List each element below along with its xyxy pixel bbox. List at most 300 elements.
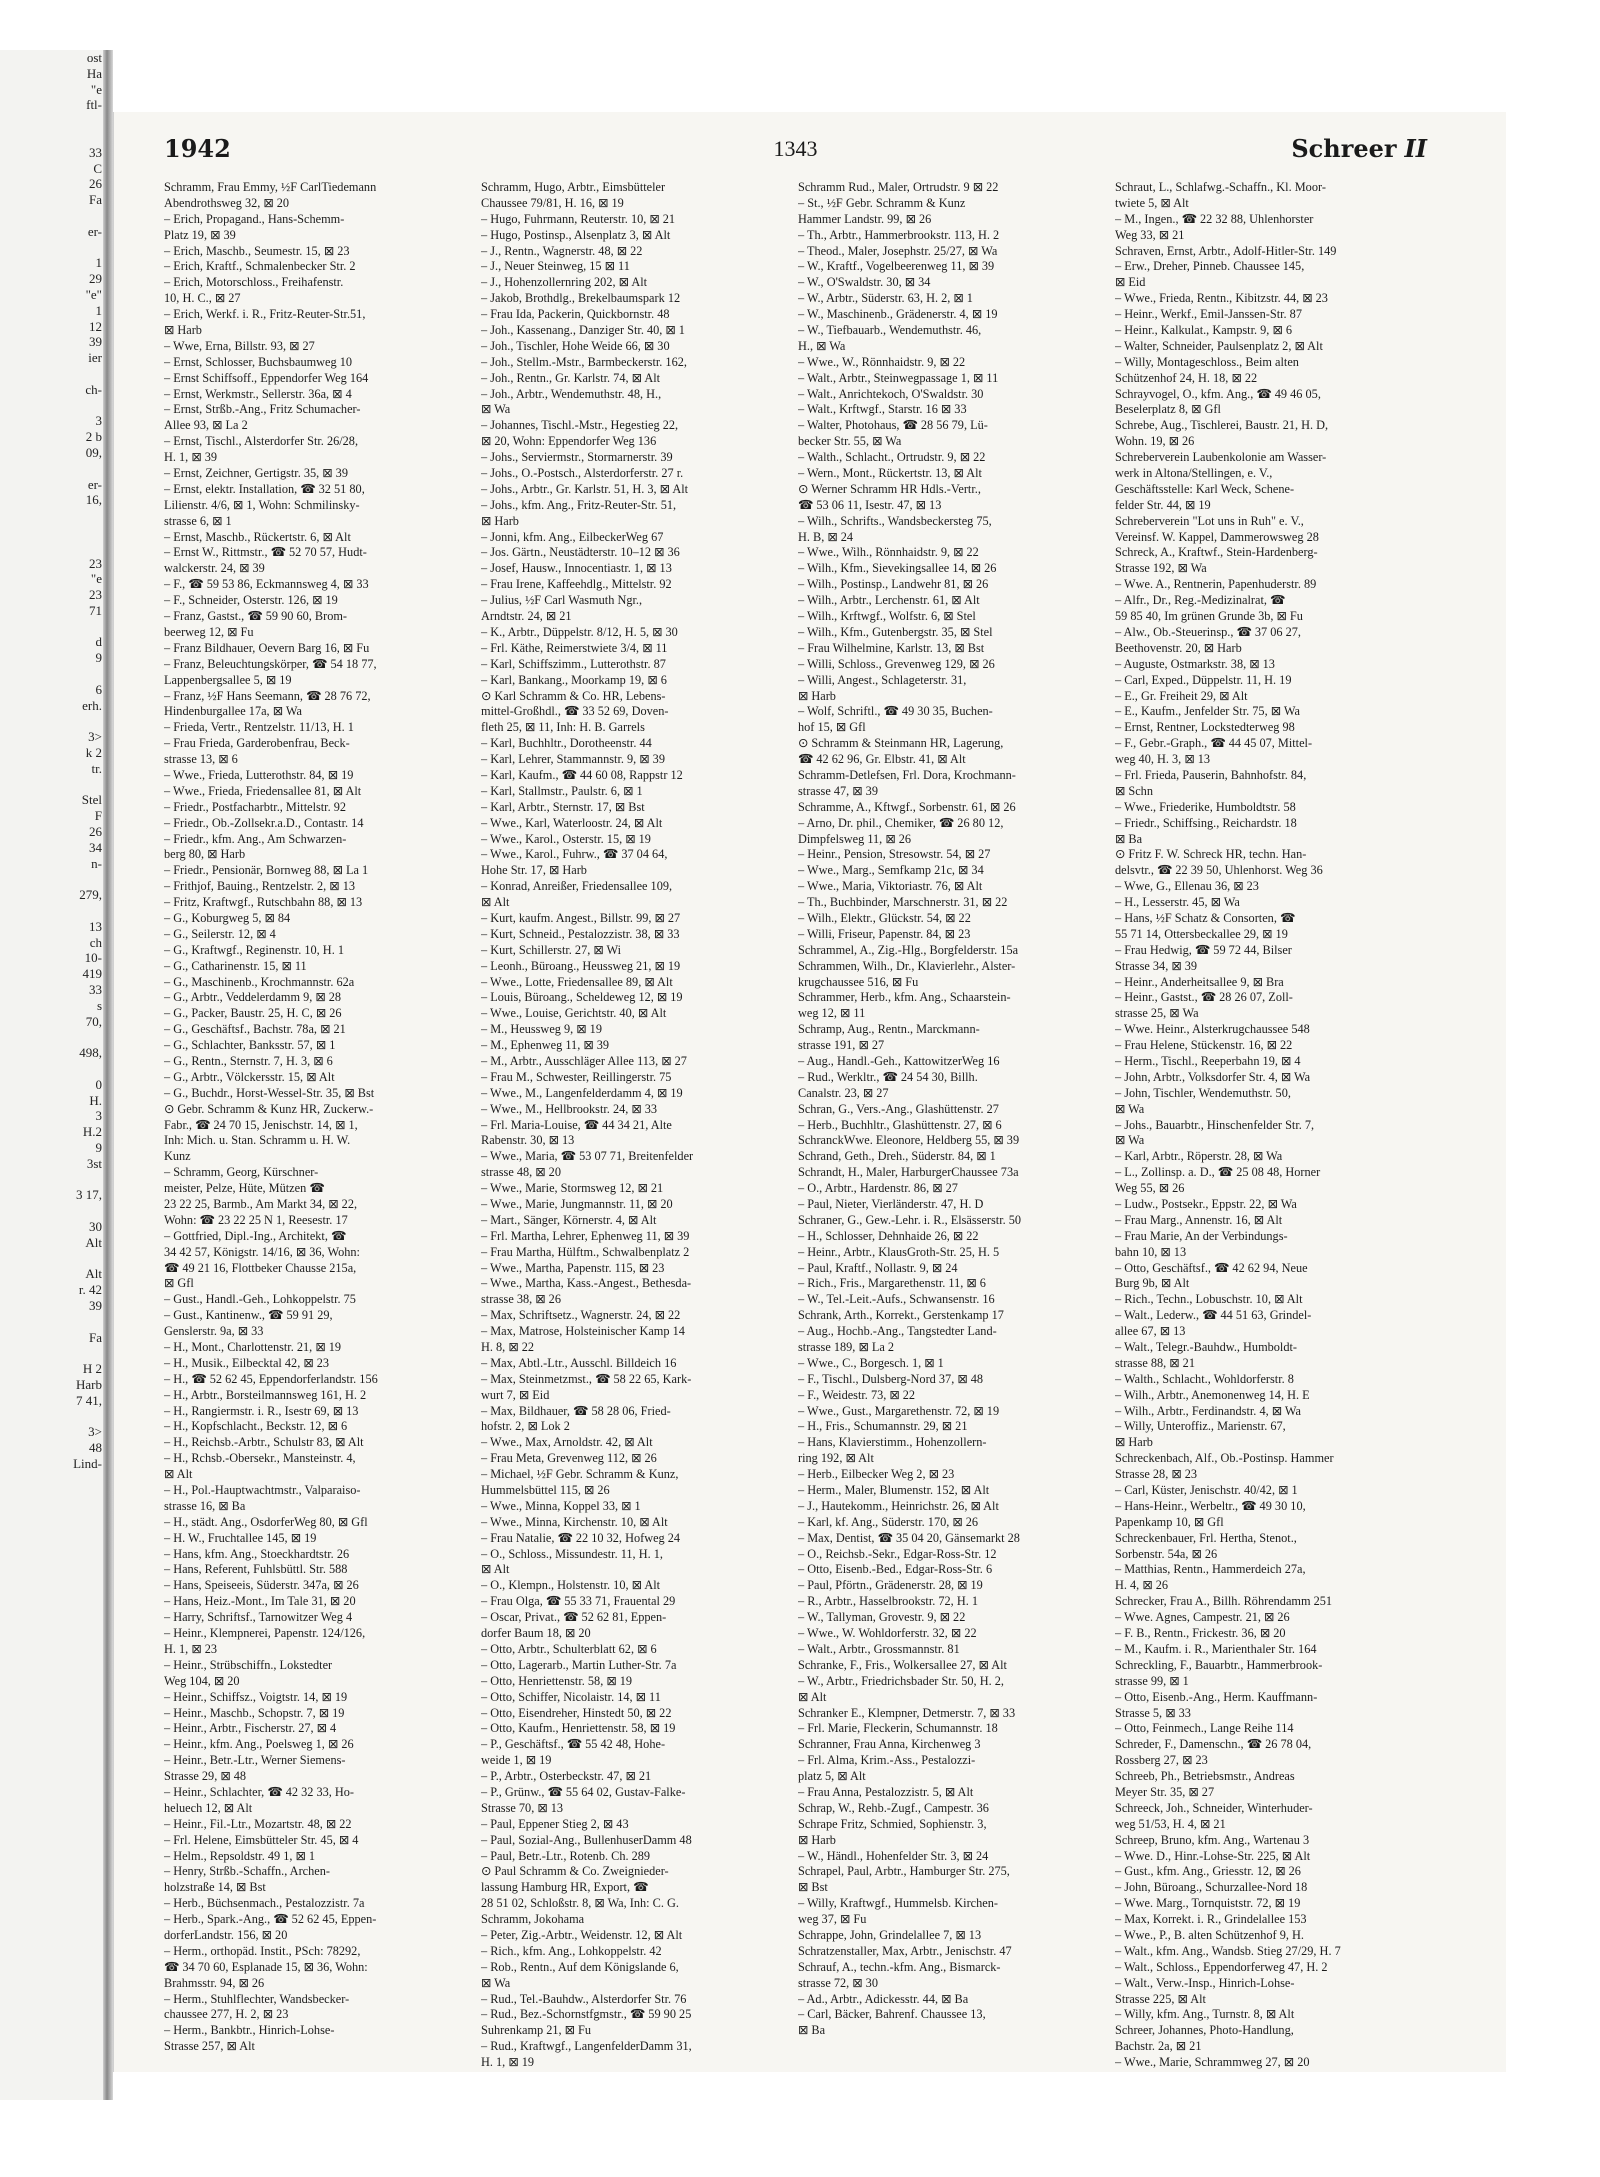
directory-entry-line: – Hans, Referent, Fuhlsbüttl. Str. 588 bbox=[164, 1562, 348, 1577]
directory-entry-line: Schreck, A., Kraftwf., Stein-Hardenberg- bbox=[1115, 545, 1318, 560]
directory-entry-line: – Frl. Helene, Eimsbütteler Str. 45, ⊠ 4 bbox=[164, 1832, 359, 1847]
directory-entry-line: – G., Kraftwgf., Reginenstr. 10, H. 1 bbox=[164, 942, 344, 957]
directory-entry-line: – Ernst, Schlosser, Buchsbaumweg 10 bbox=[164, 354, 353, 369]
directory-entry-line: – Frau Helene, Stückenstr. 16, ⊠ 22 bbox=[1115, 1038, 1293, 1053]
directory-entry-line: – Matthias, Rentn., Hammerdeich 27a, bbox=[1115, 1562, 1306, 1577]
directory-entry-line: Beselerplatz 8, ⊠ Gfl bbox=[1115, 402, 1221, 417]
directory-entry-line: – F., ☎ 59 53 86, Eckmannsweg 4, ⊠ 33 bbox=[164, 577, 369, 592]
directory-entry-line: ⊠ Alt bbox=[481, 895, 510, 910]
fragment-line: C bbox=[93, 160, 102, 176]
directory-entry-line: – H., ☎ 52 62 45, Eppendorferlandstr. 156 bbox=[164, 1371, 378, 1386]
fragment-line: ch- bbox=[85, 381, 102, 397]
directory-entry-line: Strasse 29, ⊠ 48 bbox=[164, 1769, 247, 1784]
directory-entry-line: Schreckenbach, Alf., Ob.-Postinsp. Hammer bbox=[1115, 1451, 1334, 1466]
directory-entry-line: strasse 88, ⊠ 21 bbox=[1115, 1355, 1195, 1370]
directory-entry-line: – Wwe., Friederike, Humboldtstr. 58 bbox=[1115, 799, 1296, 814]
directory-entry-line: Schreder, F., Damenschn., ☎ 26 78 04, bbox=[1115, 1737, 1312, 1752]
directory-entry-line: strasse 72, ⊠ 30 bbox=[798, 1975, 878, 1990]
directory-entry-line: – Wwe., Frieda, Rentn., Kibitzstr. 44, ⊠ 23 bbox=[1115, 291, 1328, 306]
directory-entry-line: – Mart., Sänger, Körnerstr. 4, ⊠ Alt bbox=[481, 1212, 657, 1227]
directory-entry-line: Schreer, Johannes, Photo-Handlung, bbox=[1115, 2023, 1294, 2038]
directory-entry-line: – Helm., Repsoldstr. 49 1, ⊠ 1 bbox=[164, 1848, 316, 1863]
directory-entry-line: – Wwe., Gust., Margarethenstr. 72, ⊠ 19 bbox=[798, 1403, 1000, 1418]
directory-entry-line: – Franz, ½F Hans Seemann, ☎ 28 76 72, bbox=[164, 688, 371, 703]
directory-entry-line: – M., Ephenweg 11, ⊠ 39 bbox=[481, 1038, 610, 1053]
directory-entry-line: – O., Reichsb.-Sekr., Edgar-Ross-Str. 12 bbox=[798, 1546, 997, 1561]
directory-entry-line: Lilienstr. 4/6, ⊠ 1, Wohn: Schmilinsky- bbox=[164, 497, 360, 512]
fragment-line bbox=[0, 777, 108, 793]
fragment-line: H 2 bbox=[82, 1361, 102, 1377]
directory-entry-line: – Ernst, Rentner, Lockstedterweg 98 bbox=[1115, 720, 1295, 735]
directory-entry-line: strasse 189, ⊠ La 2 bbox=[798, 1340, 895, 1355]
directory-entry-line: – Carl, Küster, Jenischstr. 40/42, ⊠ 1 bbox=[1115, 1483, 1298, 1498]
fragment-line bbox=[0, 1345, 108, 1361]
directory-entry-line: – H., Kopfschlacht., Beckstr. 12, ⊠ 6 bbox=[164, 1419, 348, 1434]
directory-entry-line: – W., Händl., Hohenfelder Str. 3, ⊠ 24 bbox=[798, 1848, 989, 1863]
directory-entry-line: – Theod., Maler, Josephstr. 25/27, ⊠ Wa bbox=[798, 243, 998, 258]
directory-entry-line: – E., Gr. Freiheit 29, ⊠ Alt bbox=[1115, 688, 1248, 703]
directory-entry-line: ring 192, ⊠ Alt bbox=[798, 1451, 874, 1466]
directory-entry-line: strasse 25, ⊠ Wa bbox=[1115, 1006, 1199, 1021]
directory-entry-line: mittel-Großhdl., ☎ 33 52 69, Doven- bbox=[481, 704, 669, 719]
directory-entry-line: – Heinr., Anderheitsallee 9, ⊠ Bra bbox=[1115, 974, 1284, 989]
fragment-line: Alt bbox=[85, 1234, 102, 1250]
fragment-line: 33 bbox=[89, 144, 102, 160]
directory-entry-line: – Wwe., M., Langenfelderdamm 4, ⊠ 19 bbox=[481, 1085, 683, 1100]
directory-entry-line: – Ernst, Zeichner, Gertigstr. 35, ⊠ 39 bbox=[164, 466, 348, 481]
directory-entry-line: Arndtstr. 24, ⊠ 21 bbox=[481, 609, 572, 624]
directory-entry-line: – Frau M., Schwester, Reillingerstr. 75 bbox=[481, 1069, 672, 1084]
directory-entry-line: – Joh., Kassenang., Danziger Str. 40, ⊠ 1 bbox=[481, 323, 685, 338]
fragment-line bbox=[0, 524, 108, 540]
directory-entry-line: Schranke, F., Fris., Wolkersallee 27, ⊠ Alt bbox=[798, 1657, 1007, 1672]
directory-entry-line: ⊠ Alt bbox=[481, 1562, 510, 1577]
directory-entry-line: berg 80, ⊠ Harb bbox=[164, 847, 246, 862]
directory-entry-line: Schreckling, F., Bauarbtr., Hammerbrook- bbox=[1115, 1657, 1323, 1672]
directory-entry-line: – Franz Bildhauer, Oevern Barg 16, ⊠ Fu bbox=[164, 640, 370, 655]
directory-entry-line: – Herm., Stuhlflechter, Wandsbecker- bbox=[164, 1991, 350, 2006]
directory-entry-line: – J., Neuer Steinweg, 15 ⊠ 11 bbox=[481, 259, 630, 274]
fragment-line: 48 bbox=[89, 1440, 102, 1456]
directory-entry-line: – Oscar, Privat., ☎ 52 62 81, Eppen- bbox=[481, 1610, 667, 1625]
directory-entry-line: Schrape Fritz, Schmied, Sophienstr. 3, bbox=[798, 1816, 987, 1831]
directory-entry-line: – G., Geschäftsf., Bachstr. 78a, ⊠ 21 bbox=[164, 1022, 346, 1037]
fragment-line: 10- bbox=[84, 950, 102, 966]
directory-entry-line: – Peter, Zig.-Arbtr., Weidenstr. 12, ⊠ Alt bbox=[481, 1927, 683, 1942]
directory-entry-line: – F., Schneider, Osterstr. 126, ⊠ 19 bbox=[164, 593, 338, 608]
directory-entry-line: Schraut, L., Schlafwg.-Schaffn., Kl. Moor- bbox=[1115, 180, 1326, 194]
directory-entry-line: – Paul, Betr.-Ltr., Rotenb. Ch. 289 bbox=[481, 1848, 651, 1863]
directory-entry-line: – H., Reichsb.-Arbtr., Schulstr 83, ⊠ Alt bbox=[164, 1435, 364, 1450]
directory-entry-line: – Walth., Schlacht., Wohldorferstr. 8 bbox=[1115, 1371, 1294, 1386]
directory-entry-line: H. 1, ⊠ 23 bbox=[164, 1641, 218, 1656]
directory-entry-line: – O., Arbtr., Hardenstr. 86, ⊠ 27 bbox=[798, 1181, 958, 1196]
fragment-line bbox=[0, 871, 108, 887]
directory-entry-line: – Walt., Telegr.-Bauhdw., Humboldt- bbox=[1115, 1340, 1298, 1355]
directory-entry-line: Schramm, Hugo, Arbtr., Eimsbütteler bbox=[481, 180, 666, 194]
fragment-line bbox=[0, 1251, 108, 1267]
directory-entry-line: ⊠ Schn bbox=[1115, 783, 1153, 798]
directory-entry-line: Schraner, G., Gew.-Lehr. i. R., Elsässerstr. 50 bbox=[798, 1212, 1022, 1227]
directory-entry-line: – H. W., Fruchtallee 145, ⊠ 19 bbox=[164, 1530, 317, 1545]
directory-entry-line: Schramm, Jokohama bbox=[481, 1912, 585, 1927]
fragment-line: Alt bbox=[85, 1266, 102, 1282]
fragment-line: 279, bbox=[79, 887, 102, 903]
directory-entry-line: – Heinr., Schlachter, ☎ 42 32 33, Ho- bbox=[164, 1784, 355, 1799]
directory-entry-line: – Karl, kf. Ang., Süderstr. 170, ⊠ 26 bbox=[798, 1514, 979, 1529]
directory-entry-line: – Rud., Tel.-Bauhdw., Alsterdorfer Str. 76 bbox=[481, 1991, 687, 2006]
directory-entry-line: – M., Ingen., ☎ 22 32 88, Uhlenhorster bbox=[1115, 211, 1314, 226]
directory-entry-line: – Henry, Strßb.-Schaffn., Archen- bbox=[164, 1864, 330, 1879]
directory-entry-line: – Wilh., Krftwgf., Wolfstr. 6, ⊠ Stel bbox=[798, 609, 976, 624]
directory-entry-line: – Wwe., Karl, Waterloostr. 24, ⊠ Alt bbox=[481, 815, 663, 830]
directory-entry-line: – Wilh., Postinsp., Landwehr 81, ⊠ 26 bbox=[798, 577, 989, 592]
directory-entry-line: – M., Arbtr., Ausschläger Allee 113, ⊠ 27 bbox=[481, 1053, 687, 1068]
directory-entry-line: Burg 9b, ⊠ Alt bbox=[1115, 1276, 1190, 1291]
directory-entry-line: strasse 48, ⊠ 20 bbox=[481, 1165, 561, 1180]
fragment-line: k 2 bbox=[85, 745, 102, 761]
directory-entry-line: – Erich, Maschb., Seumestr. 15, ⊠ 23 bbox=[164, 243, 350, 258]
directory-entry-line: beerweg 12, ⊠ Fu bbox=[164, 624, 254, 639]
directory-entry-line: – Wilh., Kfm., Gutenbergstr. 35, ⊠ Stel bbox=[798, 624, 993, 639]
directory-entry-line: Strasse 192, ⊠ Wa bbox=[1115, 561, 1207, 576]
directory-entry-line: – Joh., Rentn., Gr. Karlstr. 74, ⊠ Alt bbox=[481, 370, 661, 385]
directory-entry-line: – Wwe. Heinr., Alsterkrugchaussee 548 bbox=[1115, 1022, 1310, 1037]
fragment-line: 3 bbox=[95, 413, 102, 429]
directory-entry-line: – Frl. Frieda, Pauserin, Bahnhofstr. 84, bbox=[1115, 767, 1307, 782]
directory-entry-line: – W., Tiefbauarb., Wendemuthstr. 46, bbox=[798, 323, 982, 338]
directory-entry-line: Geschäftsstelle: Karl Weck, Schene- bbox=[1115, 481, 1295, 496]
directory-entry-line: – L., Zollinsp. a. D., ☎ 25 08 48, Horner bbox=[1115, 1165, 1321, 1180]
fragment-line bbox=[0, 461, 108, 477]
directory-entry-line: – Frl. Käthe, Reimerstwiete 3/4, ⊠ 11 bbox=[481, 640, 668, 655]
directory-entry-line: Strasse 5, ⊠ 33 bbox=[1115, 1705, 1191, 1720]
directory-entry-line: – H., städt. Ang., OsdorferWeg 80, ⊠ Gfl bbox=[164, 1514, 368, 1529]
directory-entry-line: – Karl, Schiffszimm., Lutterothstr. 87 bbox=[481, 656, 666, 671]
directory-entry-line: strasse 191, ⊠ 27 bbox=[798, 1038, 885, 1053]
header-page-number: 1343 bbox=[773, 136, 818, 161]
directory-entry-line: – Karl, Kaufm., ☎ 44 60 08, Rappstr 12 bbox=[481, 767, 683, 782]
directory-entry-line: – H., Pol.-Hauptwachtmstr., Valparaiso- bbox=[164, 1483, 361, 1498]
directory-entry-line: Strasse 225, ⊠ Alt bbox=[1115, 1991, 1206, 2006]
directory-entry-line: – Karl, Stallmstr., Paulstr. 6, ⊠ 1 bbox=[481, 783, 643, 798]
directory-entry-line: – Ad., Arbtr., Adickesstr. 44, ⊠ Ba bbox=[798, 1991, 969, 2006]
directory-entry-line: – Frau Wilhelmine, Karlstr. 13, ⊠ Bst bbox=[798, 640, 985, 655]
directory-entry-line: dorferLandstr. 156, ⊠ 20 bbox=[164, 1927, 288, 1942]
directory-entry-line: – Frau Anna, Pestalozzistr. 5, ⊠ Alt bbox=[798, 1784, 974, 1799]
directory-entry-line: – Gust., Handl.-Geh., Lohkoppelstr. 75 bbox=[164, 1292, 356, 1307]
directory-entry-line: – Carl, Exped., Düppelstr. 11, H. 19 bbox=[1115, 672, 1292, 687]
directory-entry-line: Hohe Str. 17, ⊠ Harb bbox=[481, 863, 587, 878]
directory-entry-line: Brahmsstr. 94, ⊠ 26 bbox=[164, 1975, 265, 1990]
directory-entry-line: – Wwe., W. Wohldorferstr. 32, ⊠ 22 bbox=[798, 1626, 977, 1641]
directory-entry-line: 59 85 40, Im grünen Grunde 3b, ⊠ Fu bbox=[1115, 609, 1303, 624]
directory-entry-line: – E., Kaufm., Jenfelder Str. 75, ⊠ Wa bbox=[1115, 704, 1300, 719]
directory-entry-line: – Max, Schriftsetz., Wagnerstr. 24, ⊠ 22 bbox=[481, 1308, 681, 1323]
directory-entry-line: ⊠ Wa bbox=[1115, 1101, 1145, 1116]
directory-entry-line: – Walt., Verw.-Insp., Hinrich-Lohse- bbox=[1115, 1975, 1295, 1990]
directory-entry-line: – Erich, Werkf. i. R., Fritz-Reuter-Str.51, bbox=[164, 307, 366, 322]
directory-entry-line: – Otto, Eisenb.-Bed., Edgar-Ross-Str. 6 bbox=[798, 1562, 993, 1577]
fragment-line: H. bbox=[89, 1092, 102, 1108]
directory-entry-line: – J., Rentn., Wagnerstr. 48, ⊠ 22 bbox=[481, 243, 643, 258]
directory-entry-line: Schrammel, A., Zig.-Hlg., Borgfelderstr. 15a bbox=[798, 942, 1019, 957]
book-gutter bbox=[103, 50, 113, 2100]
directory-entry-line: – Paul, Kraftf., Nollastr. 9, ⊠ 24 bbox=[798, 1260, 958, 1275]
directory-entry-line: – Walt., Arbtr., Grossmannstr. 81 bbox=[798, 1641, 960, 1656]
directory-entry-line: Genslerstr. 9a, ⊠ 33 bbox=[164, 1324, 264, 1339]
fragment-line bbox=[0, 540, 108, 556]
directory-entry-line: – Herb., Buchhltr., Glashüttenstr. 27, ⊠ 6 bbox=[798, 1117, 1002, 1132]
directory-entry-line: – W., Tallyman, Grovestr. 9, ⊠ 22 bbox=[798, 1610, 966, 1625]
directory-entry-line: – Wwe., Minna, Koppel 33, ⊠ 1 bbox=[481, 1498, 641, 1513]
directory-entry-line: Schrebe, Aug., Tischlerei, Baustr. 21, H. D, bbox=[1115, 418, 1329, 433]
directory-entry-line: – Franz, Beleuchtungskörper, ☎ 54 18 77, bbox=[164, 656, 377, 671]
directory-entry-line: – F., Tischl., Dulsberg-Nord 37, ⊠ 48 bbox=[798, 1371, 984, 1386]
directory-entry-line: weg 37, ⊠ Fu bbox=[798, 1912, 867, 1927]
directory-entry-line: Schrayvogel, O., kfm. Ang., ☎ 49 46 05, bbox=[1115, 386, 1321, 401]
directory-entry-line: – Friedr., Schiffsing., Reichardstr. 18 bbox=[1115, 815, 1297, 830]
directory-entry-line: – Wwe. Marg., Tornquiststr. 72, ⊠ 19 bbox=[1115, 1896, 1301, 1911]
directory-entry-line: – Frau Meta, Grevenweg 112, ⊠ 26 bbox=[481, 1451, 657, 1466]
fragment-line: Ha bbox=[86, 65, 102, 81]
directory-entry-line: Schrauf, A., techn.-kfm. Ang., Bismarck- bbox=[798, 1959, 1001, 1974]
header-running-head bbox=[1291, 134, 1427, 163]
fragment-line: s bbox=[96, 997, 102, 1013]
directory-entry-line: ⊠ Wa bbox=[1115, 1133, 1145, 1148]
fragment-line: 3> bbox=[88, 1424, 102, 1440]
directory-entry-line: – Schramm, Georg, Kürschner- bbox=[164, 1165, 319, 1180]
fragment-line: 3 17, bbox=[76, 1187, 102, 1203]
directory-entry-line: – Walth., Schlacht., Ortrudstr. 9, ⊠ 22 bbox=[798, 450, 986, 465]
directory-entry-line: – G., Maschinenb., Krochmannstr. 62a bbox=[164, 974, 355, 989]
directory-entry-line: Schreeb, Ph., Betriebsmstr., Andreas bbox=[1115, 1769, 1295, 1784]
directory-entry-line: Suhrenkamp 21, ⊠ Fu bbox=[481, 2023, 592, 2038]
fragment-line: "e bbox=[90, 571, 102, 587]
directory-entry-line: – Wwe., Maria, Viktoriastr. 76, ⊠ Alt bbox=[798, 879, 983, 894]
adjacent-page-fragment bbox=[0, 50, 108, 2100]
directory-entry-line: Schramm-Detlefsen, Frl. Dora, Krochmann- bbox=[798, 767, 1016, 782]
directory-entry-line: delsvtr., ☎ 22 39 50, Uhlenhorst. Weg 36 bbox=[1115, 863, 1323, 878]
directory-entry-line: Schramm Rud., Maler, Ortrudstr. 9 ⊠ 22 bbox=[798, 180, 999, 194]
directory-entry-line: dorfer Baum 18, ⊠ 20 bbox=[481, 1626, 591, 1641]
directory-entry-line: Sorbenstr. 54a, ⊠ 26 bbox=[1115, 1546, 1218, 1561]
directory-entry-line: – G., Schlachter, Banksstr. 57, ⊠ 1 bbox=[164, 1038, 336, 1053]
directory-entry-line: Hindenburgallee 17a, ⊠ Wa bbox=[164, 704, 302, 719]
directory-entry-line: – Fritz, Kraftwgf., Rutschbahn 88, ⊠ 13 bbox=[164, 895, 363, 910]
directory-entry-line: – Frau Irene, Kaffeehdlg., Mittelstr. 92 bbox=[481, 577, 672, 592]
directory-entry-line: – W., Tel.-Leit.-Aufs., Schwansenstr. 16 bbox=[798, 1292, 995, 1307]
directory-entry-line: – Wwe., Frieda, Lutterothstr. 84, ⊠ 19 bbox=[164, 767, 354, 782]
directory-entry-line: – Heinr., Kalkulat., Kampstr. 9, ⊠ 6 bbox=[1115, 323, 1292, 338]
column-3 bbox=[798, 180, 1108, 2071]
directory-entry-line: – Willy, Montageschloss., Beim alten bbox=[1115, 354, 1299, 369]
directory-entry-line: – Max, Dentist, ☎ 35 04 20, Gänsemarkt 28 bbox=[798, 1530, 1020, 1545]
directory-entry-line: – Wwe., Wilh., Rönnhaidstr. 9, ⊠ 22 bbox=[798, 545, 979, 560]
directory-entry-line: – Willi, Schloss., Grevenweg 129, ⊠ 26 bbox=[798, 656, 995, 671]
directory-entry-line: – G., Catharinenstr. 15, ⊠ 11 bbox=[164, 958, 307, 973]
directory-entry-line: strasse 47, ⊠ 39 bbox=[798, 783, 878, 798]
directory-entry-line: – Frithjof, Bauing., Rentzelstr. 2, ⊠ 13 bbox=[164, 879, 355, 894]
directory-entry-line: weg 12, ⊠ 11 bbox=[798, 1006, 866, 1021]
directory-columns bbox=[164, 180, 1427, 2071]
directory-entry-line: – Wilh., Elektr., Glückstr. 54, ⊠ 22 bbox=[798, 910, 971, 925]
directory-entry-line: – Frau Martha, Hülftm., Schwalbenplatz 2 bbox=[481, 1244, 690, 1259]
directory-entry-line: – G., Koburgweg 5, ⊠ 84 bbox=[164, 910, 291, 925]
directory-entry-line: platz 5, ⊠ Alt bbox=[798, 1769, 866, 1784]
directory-entry-line: – Kurt, kaufm. Angest., Billstr. 99, ⊠ 27 bbox=[481, 910, 681, 925]
directory-entry-line: Schreeck, Joh., Schneider, Winterhuder- bbox=[1115, 1800, 1313, 1815]
fragment-line: 13 bbox=[89, 918, 102, 934]
directory-entry-line: – John, Tischler, Wendemuthstr. 50, bbox=[1115, 1085, 1291, 1100]
fragment-line bbox=[0, 1409, 108, 1425]
directory-entry-line: – Herb., Spark.-Ang., ☎ 52 62 45, Eppen- bbox=[164, 1912, 377, 1927]
directory-entry-line: – Herb., Eilbecker Weg 2, ⊠ 23 bbox=[798, 1467, 955, 1482]
directory-entry-line: weg 51/53, H. 4, ⊠ 21 bbox=[1115, 1816, 1226, 1831]
directory-entry-line: ☎ 42 62 96, Gr. Elbstr. 41, ⊠ Alt bbox=[798, 752, 966, 767]
fragment-line: 498, bbox=[79, 1045, 102, 1061]
directory-entry-line: hofstr. 2, ⊠ Lok 2 bbox=[481, 1419, 570, 1434]
fragment-line: ch bbox=[89, 934, 102, 950]
directory-entry-line: – Heinr., Pension, Stresowstr. 54, ⊠ 27 bbox=[798, 847, 991, 862]
directory-entry-line: – Walt., Arbtr., Steinwegpassage 1, ⊠ 11 bbox=[798, 370, 999, 385]
directory-entry-line: Hummelsbüttel 115, ⊠ 26 bbox=[481, 1483, 610, 1498]
directory-entry-line: meister, Pelze, Hüte, Mützen ☎ bbox=[164, 1181, 325, 1196]
fragment-line bbox=[0, 1029, 108, 1045]
directory-entry-line: heluech 12, ⊠ Alt bbox=[164, 1800, 253, 1815]
directory-entry-line: Platz 19, ⊠ 39 bbox=[164, 227, 236, 242]
directory-entry-line: – Max, Korrekt. i. R., Grindelallee 153 bbox=[1115, 1912, 1307, 1927]
directory-entry-line: weg 40, H. 3, ⊠ 13 bbox=[1115, 752, 1211, 767]
directory-entry-line: – Jonni, kfm. Ang., EilbeckerWeg 67 bbox=[481, 529, 664, 544]
directory-entry-line: Inh: Mich. u. Stan. Schramm u. H. W. bbox=[164, 1133, 351, 1148]
directory-entry-line: – Walter, Photohaus, ☎ 28 56 79, Lü- bbox=[798, 418, 988, 433]
directory-entry-line: – Wwe., Louise, Gerichtstr. 40, ⊠ Alt bbox=[481, 1006, 667, 1021]
directory-entry-line: – Hans, Klavierstimm., Hohenzollern- bbox=[798, 1435, 987, 1450]
fragment-line: 39 bbox=[89, 334, 102, 350]
directory-entry-line: – Otto, Eisendreher, Hinstedt 50, ⊠ 22 bbox=[481, 1705, 672, 1720]
directory-entry-line: – Kurt, Schneid., Pestalozzistr. 38, ⊠ 33 bbox=[481, 926, 680, 941]
directory-entry-line: – Alfr., Dr., Reg.-Medizinalrat, ☎ bbox=[1115, 593, 1286, 608]
directory-entry-line: – Otto, Henriettenstr. 58, ⊠ 19 bbox=[481, 1673, 633, 1688]
directory-entry-line: – W., Kraftf., Vogelbeerenweg 11, ⊠ 39 bbox=[798, 259, 995, 274]
directory-entry-line: Schreberverein Laubenkolonie am Wasser- bbox=[1115, 450, 1327, 465]
fragment-line: ost bbox=[86, 50, 102, 65]
page-header bbox=[164, 134, 1427, 174]
fragment-line: 7 41, bbox=[76, 1392, 102, 1408]
fragment-line: d bbox=[95, 634, 102, 650]
directory-entry-line: – Wilh., Arbtr., Ferdinandstr. 4, ⊠ Wa bbox=[1115, 1403, 1301, 1418]
directory-entry-line: ☎ 53 06 11, Isestr. 47, ⊠ 13 bbox=[798, 497, 942, 512]
directory-entry-line: Schützenhof 24, H. 18, ⊠ 22 bbox=[1115, 370, 1258, 385]
directory-entry-line: – Otto, Eisenb.-Ang., Herm. Kauffmann- bbox=[1115, 1689, 1318, 1704]
directory-entry-line: H. B, ⊠ 24 bbox=[798, 529, 854, 544]
fragment-line: 23 bbox=[89, 555, 102, 571]
directory-entry-line: – Gust., kfm. Ang., Griesstr. 12, ⊠ 26 bbox=[1115, 1864, 1301, 1879]
directory-entry-line: – Wwe. A., Rentnerin, Papenhuderstr. 89 bbox=[1115, 577, 1317, 592]
fragment-line: 0 bbox=[95, 1076, 102, 1092]
directory-entry-line: – Wwe., Marie, Stormsweg 12, ⊠ 21 bbox=[481, 1181, 664, 1196]
directory-entry-line: – Erich, Propagand., Hans-Schemm- bbox=[164, 211, 345, 226]
directory-entry-line: – Karl, Buchhltr., Dorotheenstr. 44 bbox=[481, 736, 652, 751]
directory-entry-line: – Rich., Techn., Lobuschstr. 10, ⊠ Alt bbox=[1115, 1292, 1303, 1307]
fragment-line bbox=[0, 113, 108, 129]
directory-entry-line: – G., Arbtr., Veddelerdamm 9, ⊠ 28 bbox=[164, 990, 342, 1005]
fragment-line: 70, bbox=[85, 1013, 102, 1029]
directory-entry-line: – P., Geschäftsf., ☎ 55 42 48, Hohe- bbox=[481, 1737, 666, 1752]
fragment-line: "e bbox=[90, 81, 102, 97]
directory-entry-line: – Max, Abtl.-Ltr., Ausschl. Billdeich 16 bbox=[481, 1355, 677, 1370]
fragment-line: 30 bbox=[89, 1218, 102, 1234]
fragment-line: Lind- bbox=[73, 1455, 102, 1471]
directory-entry-line: ⊙ Karl Schramm & Co. HR, Lebens- bbox=[481, 688, 666, 703]
fragment-line bbox=[0, 366, 108, 382]
fragment-line: er- bbox=[87, 223, 102, 239]
directory-entry-line: strasse 16, ⊠ Ba bbox=[164, 1498, 246, 1513]
directory-entry-line: – Ernst, Tischl., Alsterdorfer Str. 26/28, bbox=[164, 434, 359, 449]
directory-entry-line: Meyer Str. 35, ⊠ 27 bbox=[1115, 1784, 1215, 1799]
directory-entry-line: – Joh., Stellm.-Mstr., Barmbeckerstr. 162, bbox=[481, 354, 687, 369]
directory-entry-line: – Wwe., Maria, ☎ 53 07 71, Breitenfelder bbox=[481, 1149, 694, 1164]
directory-entry-line: – Otto, Kaufm., Henriettenstr. 58, ⊠ 19 bbox=[481, 1721, 676, 1736]
directory-entry-line: – Wwe., Marie, Schrammweg 27, ⊠ 20 bbox=[1115, 2055, 1310, 2070]
directory-entry-line: becker Str. 55, ⊠ Wa bbox=[798, 434, 902, 449]
directory-entry-line: – Erw., Dreher, Pinneb. Chaussee 145, bbox=[1115, 259, 1305, 274]
directory-page bbox=[113, 112, 1506, 2072]
directory-entry-line: – Walt., Lederw., ☎ 44 51 63, Grindel- bbox=[1115, 1308, 1312, 1323]
directory-entry-line: Weg 104, ⊠ 20 bbox=[164, 1673, 240, 1688]
directory-entry-line: – G., Arbtr., Völckersstr. 15, ⊠ Alt bbox=[164, 1069, 335, 1084]
directory-entry-line: – Alw., Ob.-Steuerinsp., ☎ 37 06 27, bbox=[1115, 624, 1301, 639]
directory-entry-line: – Paul, Nieter, Vierländerstr. 47, H. D bbox=[798, 1197, 984, 1211]
directory-entry-line: – Walter, Schneider, Paulsenplatz 2, ⊠ Alt bbox=[1115, 338, 1323, 353]
directory-entry-line: – Kurt, Schillerstr. 27, ⊠ Wi bbox=[481, 942, 622, 957]
directory-entry-line: – Wwe., W., Rönnhaidstr. 9, ⊠ 22 bbox=[798, 354, 966, 369]
directory-entry-line: – Johannes, Tischl.-Mstr., Hegestieg 22, bbox=[481, 418, 679, 433]
directory-entry-line: – Frau Marg., Annenstr. 16, ⊠ Alt bbox=[1115, 1212, 1283, 1227]
directory-entry-line: – Wwe., P., B. alten Schützenhof 9, H. bbox=[1115, 1927, 1304, 1942]
directory-entry-line: – Heinr., kfm. Ang., Poelsweg 1, ⊠ 26 bbox=[164, 1737, 354, 1752]
directory-entry-line: – Rud., Bez.-Schornstfgmstr., ☎ 59 90 25 bbox=[481, 2007, 692, 2022]
directory-entry-line: Schrapel, Paul, Arbtr., Hamburger Str. 275, bbox=[798, 1864, 1010, 1879]
directory-entry-line: ⊙ Fritz F. W. Schreck HR, techn. Han- bbox=[1115, 847, 1307, 862]
directory-entry-line: – Michael, ½F Gebr. Schramm & Kunz, bbox=[481, 1467, 679, 1482]
directory-entry-line: – Otto, Geschäftsf., ☎ 42 62 94, Neue bbox=[1115, 1260, 1308, 1275]
directory-entry-line: ⊠ Alt bbox=[164, 1467, 193, 1482]
directory-entry-line: – Th., Buchbinder, Marschnerstr. 31, ⊠ 22 bbox=[798, 895, 1008, 910]
directory-entry-line: – Jos. Gärtn., Neustädterstr. 10–12 ⊠ 36 bbox=[481, 545, 680, 560]
directory-entry-line: – Gottfried, Dipl.-Ing., Architekt, ☎ bbox=[164, 1228, 347, 1243]
directory-entry-line: Schrammen, Wilh., Dr., Klavierlehr., Alster- bbox=[798, 958, 1016, 973]
column-2 bbox=[481, 180, 791, 2071]
directory-entry-line: werk in Altona/Stellingen, e. V., bbox=[1115, 466, 1273, 481]
fragment-line bbox=[0, 240, 108, 256]
directory-entry-line: – Willi, Angest., Schlageterstr. 31, bbox=[798, 672, 967, 687]
directory-entry-line: 23 22 25, Barmb., Am Markt 34, ⊠ 22, bbox=[164, 1197, 358, 1211]
fragment-line: 12 bbox=[89, 318, 102, 334]
directory-entry-line: – Rich., Fris., Margarethenstr. 11, ⊠ 6 bbox=[798, 1276, 986, 1291]
directory-entry-line: Schratzenstaller, Max, Arbtr., Jenischstr. 47 bbox=[798, 1943, 1012, 1958]
column-1 bbox=[164, 180, 474, 2071]
directory-entry-line: – F., Gebr.-Graph., ☎ 44 45 07, Mittel- bbox=[1115, 736, 1313, 751]
directory-entry-line: Fabr., ☎ 24 70 15, Jenischstr. 14, ⊠ 1, bbox=[164, 1117, 358, 1132]
directory-entry-line: – Julius, ½F Carl Wasmuth Ngr., bbox=[481, 593, 643, 608]
directory-entry-line: ⊠ Ba bbox=[1115, 831, 1143, 846]
directory-entry-line: – Frau Ida, Packerin, Quickbornstr. 48 bbox=[481, 307, 670, 322]
directory-entry-line: 55 71 14, Ottersbeckallee 29, ⊠ 19 bbox=[1115, 926, 1288, 941]
directory-entry-line: – Franz, Gastst., ☎ 59 90 60, Brom- bbox=[164, 609, 348, 624]
directory-entry-line: ⊠ 20, Wohn: Eppendorfer Weg 136 bbox=[481, 434, 657, 449]
